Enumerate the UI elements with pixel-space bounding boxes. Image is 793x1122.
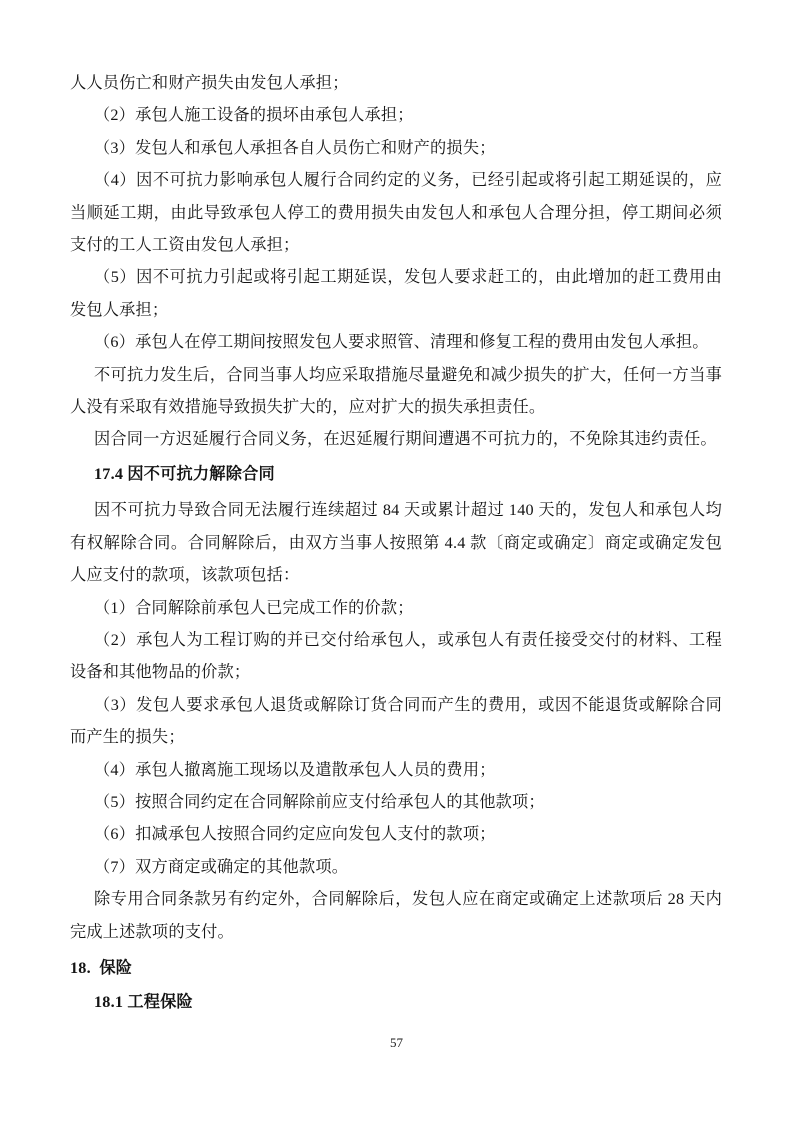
numbered-item-1: （1）合同解除前承包人已完成工作的价款； — [94, 598, 414, 617]
numbered-item-5: （5）因不可抗力引起或将引起工期延误，发包人要求赶工的，由此增加的赶工费用由发包人承担； — [70, 268, 722, 319]
body-paragraph: 因不可抗力导致合同无法履行连续超过 84 天或累计超过 140 天的，发包人和承包人均有权解除合同。合同解除后，由双方当事人按照第 4.4 款〔商定或确定〕商定或确定发包人应支付的款项，该款项包括： — [70, 501, 722, 585]
chapter-heading-18: 18. 保险 — [70, 958, 133, 977]
numbered-item-3: （3）发包人和承包人承担各自人员伤亡和财产的损失； — [94, 138, 496, 157]
section-heading-18-1: 18.1 工程保险 — [94, 993, 193, 1012]
numbered-item-2: （2）承包人施工设备的损坏由承包人承担； — [94, 106, 414, 125]
numbered-item-4: （4）因不可抗力影响承包人履行合同约定的义务，已经引起或将引起工期延误的，应当顺延工期，由此导致承包人停工的费用损失由发包人和承包人合理分担，停工期间必须支付的工人工资由发包人承担； — [70, 171, 722, 255]
body-paragraph: 除专用合同条款另有约定外，合同解除后，发包人应在商定或确定上述款项后 28 天内完成上述款项的支付。 — [70, 890, 722, 941]
section-heading-17-4: 17.4 因不可抗力解除合同 — [94, 464, 275, 483]
numbered-item-3: （3）发包人要求承包人退货或解除订货合同而产生的费用，或因不能退货或解除合同而产生的损失； — [70, 695, 722, 747]
numbered-item-5: （5）按照合同约定在合同解除前应支付给承包人的其他款项； — [94, 792, 545, 811]
body-paragraph: 不可抗力发生后，合同当事人均应采取措施尽量避免和减少损失的扩大，任何一方当事人没有采取有效措施导致损失扩大的，应对扩大的损失承担责任。 — [70, 365, 722, 417]
body-paragraph: 因合同一方迟延履行合同义务，在迟延履行期间遭遇不可抗力的，不免除其违约责任。 — [94, 430, 717, 449]
numbered-item-7: （7）双方商定或确定的其他款项。 — [94, 857, 349, 876]
numbered-item-2: （2）承包人为工程订购的并已交付给承包人，或承包人有责任接受交付的材料、工程设备和其他物品的价款； — [70, 630, 722, 682]
page-number: 57 — [390, 1035, 403, 1050]
numbered-item-6: （6）扣减承包人按照合同约定应向发包人支付的款项； — [94, 825, 496, 844]
numbered-item-4: （4）承包人撤离施工现场以及遣散承包人人员的费用； — [94, 760, 496, 779]
body-continuation-line: 人人员伤亡和财产损失由发包人承担； — [70, 74, 349, 92]
numbered-item-6: （6）承包人在停工期间按照发包人要求照管、清理和修复工程的费用由发包人承担。 — [94, 333, 709, 352]
